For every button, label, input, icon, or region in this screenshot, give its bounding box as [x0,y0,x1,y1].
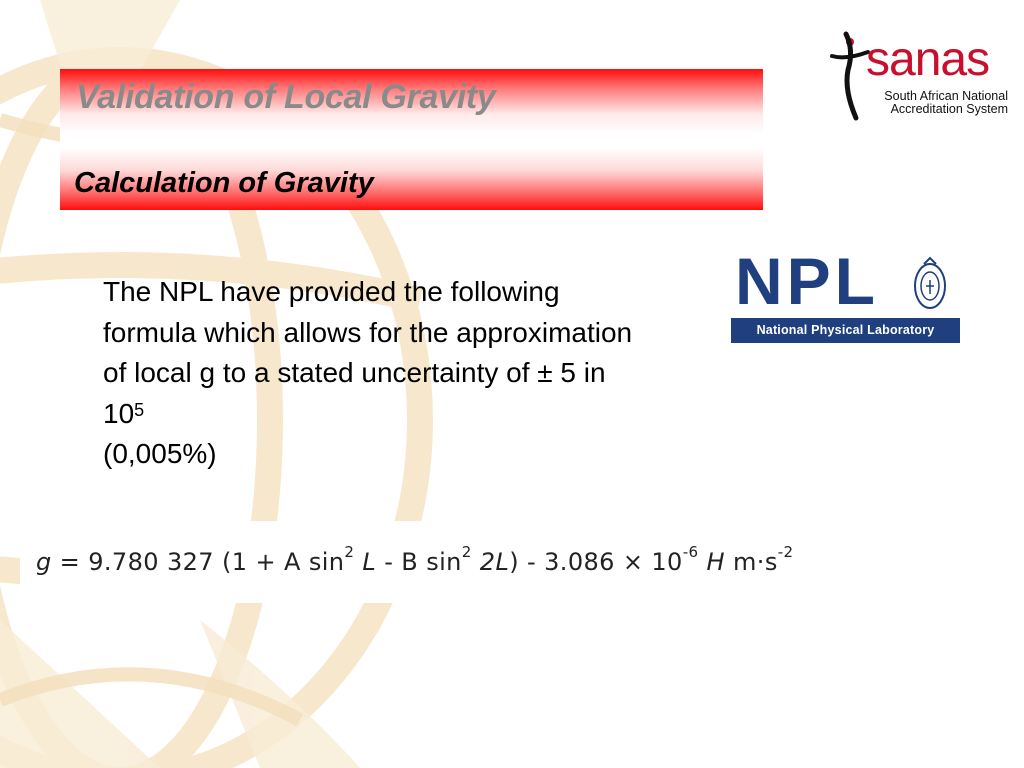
formula-L: L [354,548,377,576]
formula-square-1: 2 [344,543,355,561]
sanas-wordmark: sanas [866,33,990,86]
formula-H: H [698,548,725,576]
page-title: Validation of Local Gravity [76,78,496,116]
sanas-logo [826,30,1012,122]
npl-logo [731,244,960,343]
formula-exp-2: -2 [777,543,794,561]
sanas-tagline-2: Accreditation System [890,102,1008,116]
page-subtitle: Calculation of Gravity [74,167,374,199]
formula-part-2: - B sin [376,548,462,576]
body-text-exponent: 5 [134,399,145,420]
formula-part-3: ) - 3.086 × 10 [509,548,683,576]
npl-caption: National Physical Laboratory [731,318,960,343]
formula-g: g [36,548,52,576]
body-text-tail: (0,005%) [103,438,217,469]
formula-2L: 2L [471,548,510,576]
body-text-main: The NPL have provided the following formula which allows for the approximation of local g to a stated uncertainty of ± 5 in 10 [103,276,633,429]
sanas-tagline-1: South African National [884,89,1008,103]
formula-part-1: = 9.780 327 (1 + A sin [51,548,345,576]
npl-letters: NPL [735,244,879,318]
npl-seal-icon [907,256,953,314]
formula-box [20,521,1024,603]
formula-exp-6: -6 [682,543,699,561]
gravity-formula [36,543,794,576]
title-banner [60,69,763,210]
body-paragraph [103,272,643,475]
formula-unit: m·s [724,548,778,576]
npl-logo-top [731,244,960,318]
formula-square-2: 2 [461,543,472,561]
